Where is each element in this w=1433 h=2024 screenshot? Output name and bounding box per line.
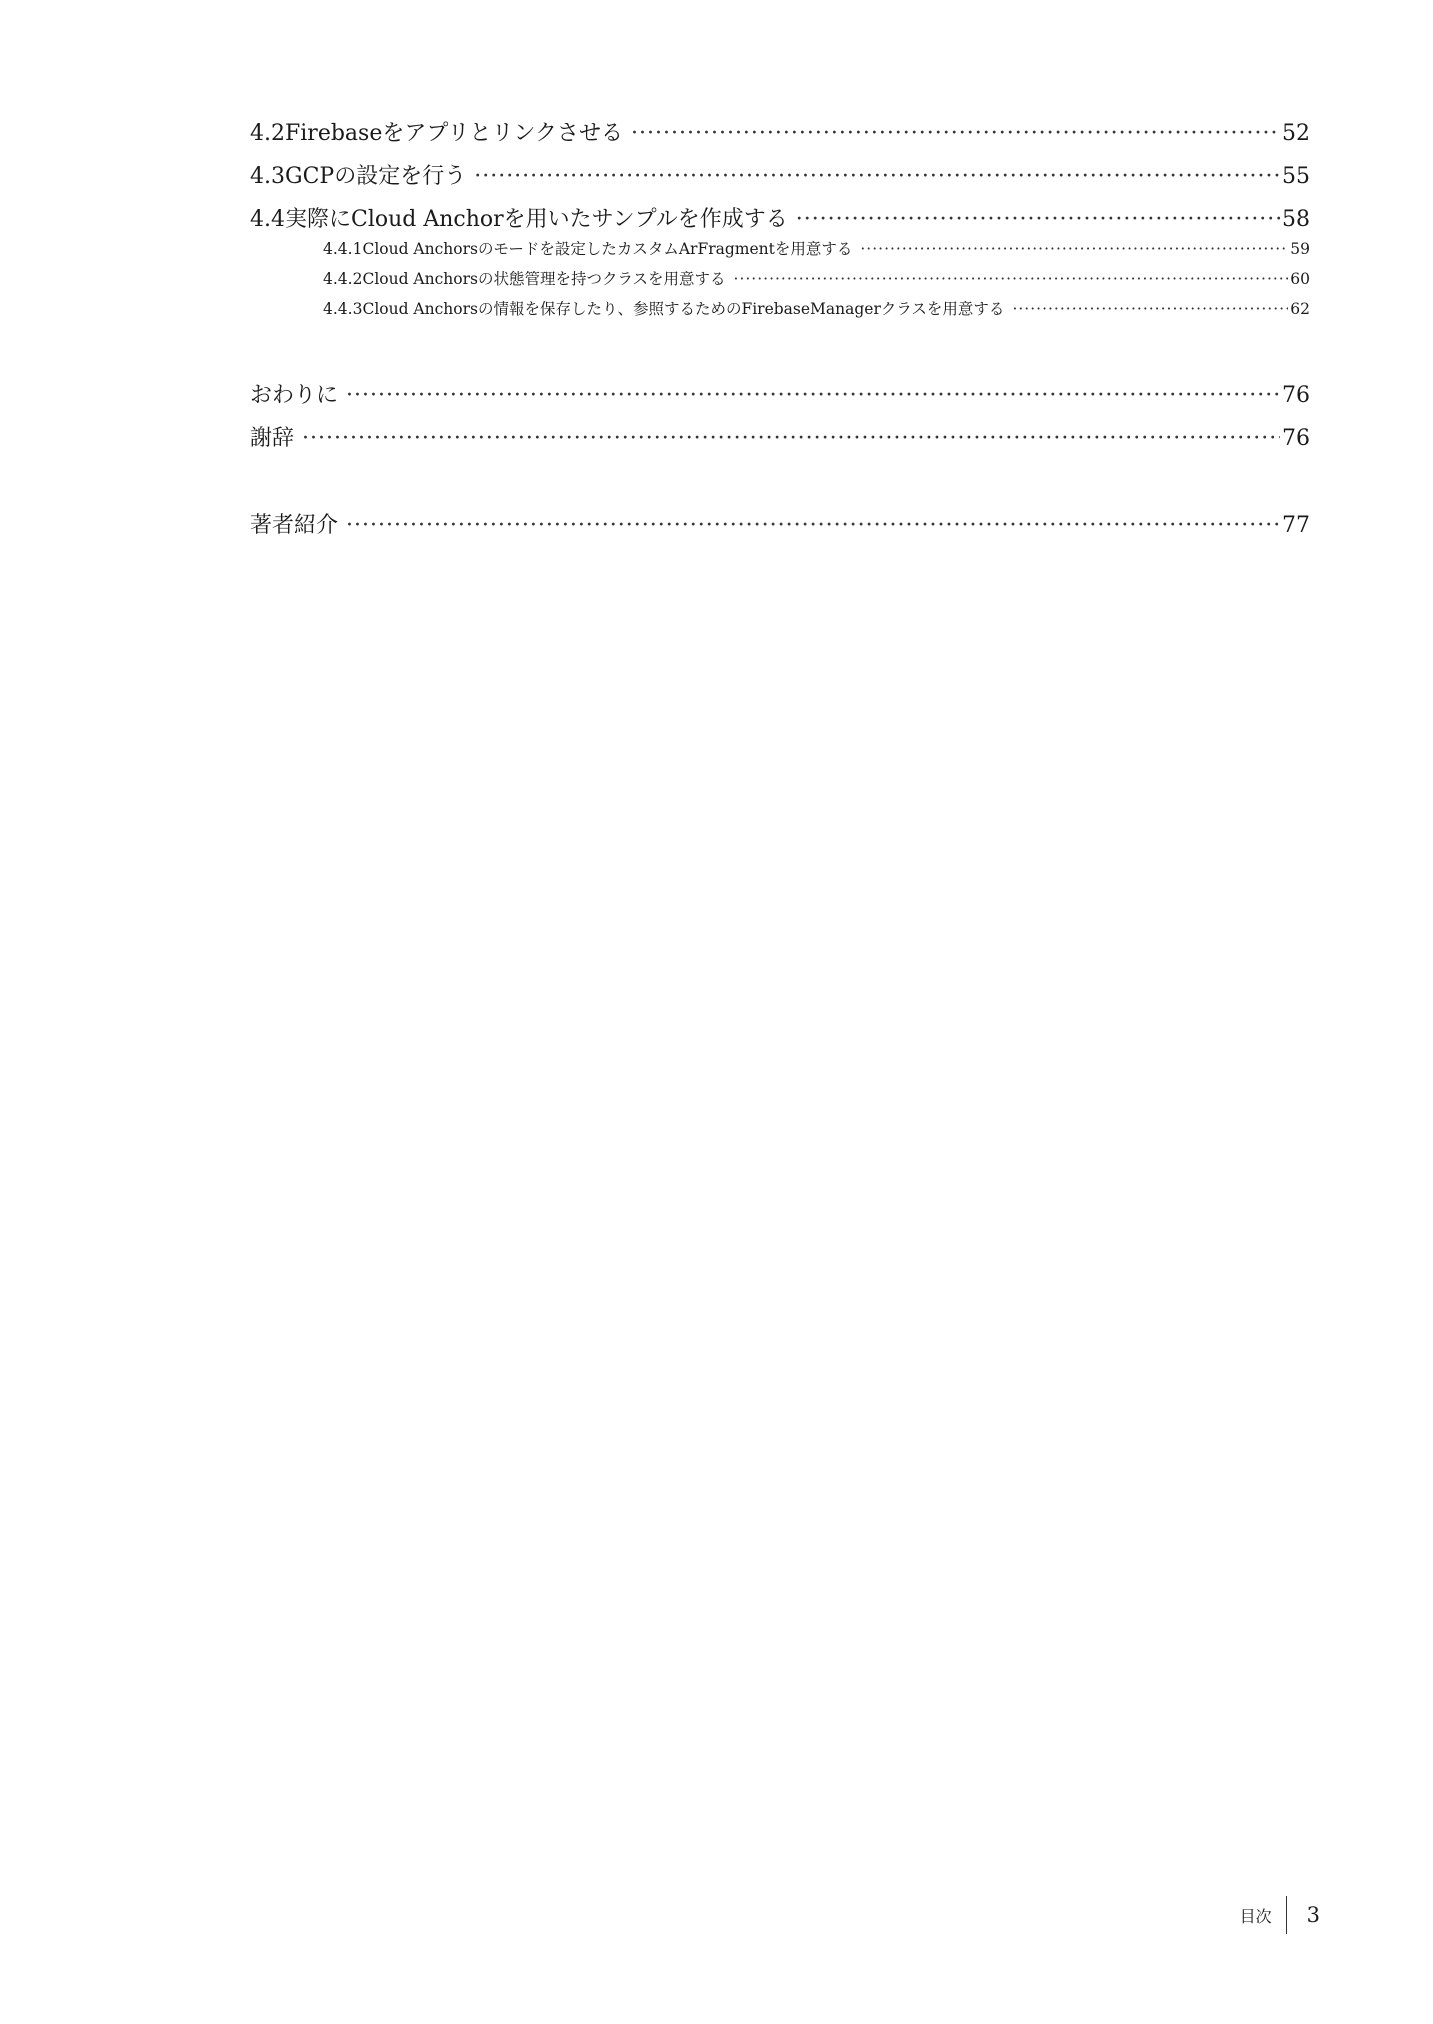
footer-section-label: 目次	[1239, 1906, 1272, 1926]
toc-entry-page: 58	[1282, 207, 1310, 232]
toc-entry-title: Firebaseをアプリとリンクさせる	[285, 121, 624, 146]
toc-entry-title: 謝辞	[250, 426, 295, 451]
toc-entry-4-4[interactable]	[250, 202, 1310, 234]
toc-subentry-page: 59	[1290, 240, 1310, 258]
toc-entry-4-2[interactable]	[250, 116, 1310, 148]
toc-subentry-title: Cloud Anchorsのモードを設定したカスタムArFragmentを用意する	[362, 240, 853, 258]
toc-subentry-number: 4.4.3	[323, 300, 363, 318]
toc-entry-page: 77	[1282, 513, 1310, 538]
toc-entry-number: 4.2	[250, 121, 285, 146]
toc-entry-page: 52	[1282, 121, 1310, 146]
toc-entry-number: 4.4	[250, 207, 285, 232]
toc-subentry-page: 62	[1290, 300, 1310, 318]
toc-entry-owarini[interactable]	[250, 378, 1310, 410]
footer-page-number: 3	[1306, 1903, 1320, 1927]
toc-subentry-number: 4.4.2	[323, 270, 363, 288]
toc-entry-author-profile[interactable]	[250, 508, 1310, 540]
toc-entry-page: 76	[1282, 383, 1310, 408]
toc-subentry-title: Cloud Anchorsの状態管理を持つクラスを用意する	[362, 270, 726, 288]
toc-entry-page: 76	[1282, 426, 1310, 451]
toc-subentry-4-4-2[interactable]	[250, 267, 1310, 291]
page-footer	[1180, 1895, 1320, 1935]
toc-entry-4-3[interactable]	[250, 159, 1310, 191]
dot-leader	[474, 164, 1280, 189]
dot-leader	[346, 513, 1280, 538]
dot-leader	[796, 207, 1280, 232]
toc-subentry-number: 4.4.1	[323, 240, 363, 258]
dot-leader	[860, 240, 1288, 258]
toc-subentry-4-4-1[interactable]	[250, 237, 1310, 261]
dot-leader	[1012, 300, 1288, 318]
toc-subentry-page: 60	[1290, 270, 1310, 288]
toc-subentry-title: Cloud Anchorsの情報を保存したり、参照するためのFirebaseManagerクラスを用意する	[362, 300, 1005, 318]
dot-leader	[346, 383, 1280, 408]
dot-leader	[302, 426, 1280, 451]
toc-entry-title: おわりに	[250, 383, 339, 408]
toc-entry-title: 著者紹介	[250, 513, 339, 538]
dot-leader	[734, 270, 1289, 288]
toc-entry-shaji[interactable]	[250, 421, 1310, 453]
dot-leader	[631, 121, 1280, 146]
toc-entry-number: 4.3	[250, 164, 285, 189]
footer-divider	[1286, 1896, 1287, 1934]
toc-entry-title: 実際にCloud Anchorを用いたサンプルを作成する	[285, 207, 788, 232]
toc-entry-title: GCPの設定を行う	[285, 164, 467, 189]
toc-entry-page: 55	[1282, 164, 1310, 189]
toc-subentry-4-4-3[interactable]	[250, 297, 1310, 321]
